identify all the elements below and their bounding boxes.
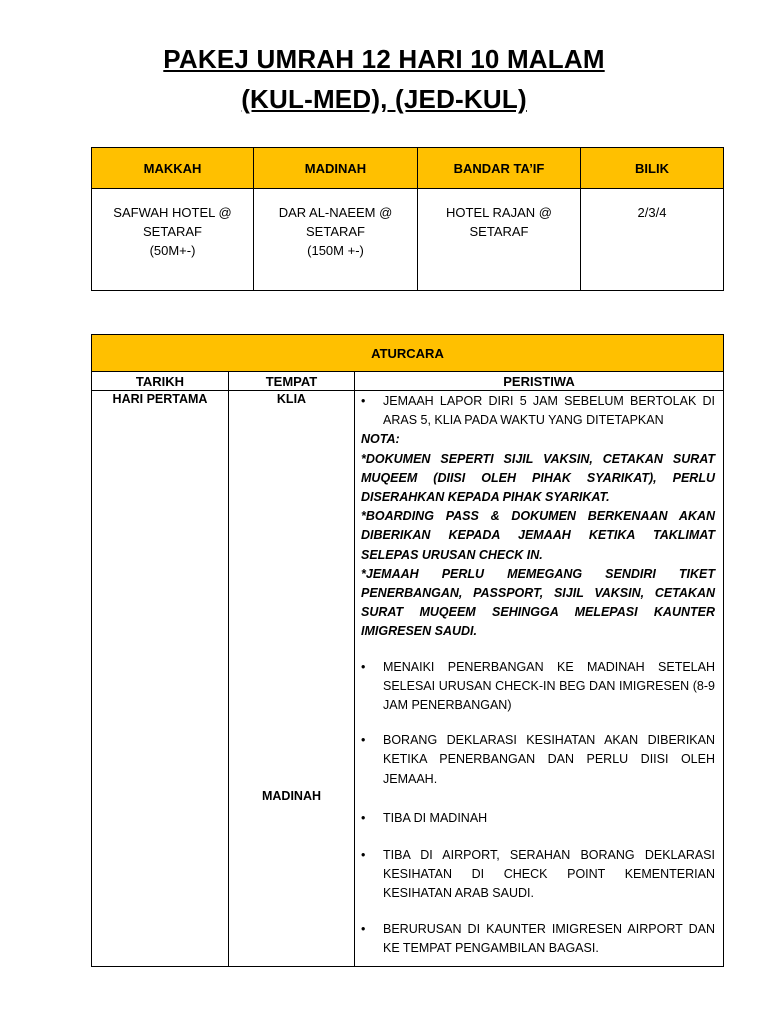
column-peristiwa: PERISTIWA <box>355 372 724 391</box>
cell-line: (150M +-) <box>307 243 364 258</box>
note-text: *BOARDING PASS & DOKUMEN BERKENAAN AKAN DIBERIKAN KEPADA JEMAAH KETIKA TAKLIMAT SELEPAS URUSAN CHECK IN. <box>361 509 715 562</box>
bullet-icon: • <box>361 733 366 748</box>
page-subtitle: (KUL-MED), (JED-KUL) <box>241 84 527 114</box>
header-madinah: MADINAH <box>254 148 418 189</box>
cell-bilik <box>581 189 724 291</box>
header-bilik: BILIK <box>581 148 724 189</box>
place-cell <box>229 391 355 967</box>
event-text: TIBA DI AIRPORT, SERAHAN BORANG DEKLARASI KESIHATAN DI CHECK POINT KEMENTERIAN KESIHATAN ARAB SAUDI. <box>383 848 715 901</box>
event-text: MENAIKI PENERBANGAN KE MADINAH SETELAH SELESAI URUSAN CHECK-IN BEG DAN IMIGRESEN (8-9 JAM PENERBANGAN) <box>383 659 715 713</box>
cell-madinah <box>254 189 418 291</box>
event-text: BERURUSAN DI KAUNTER IMIGRESEN AIRPORT DAN KE TEMPAT PENGAMBILAN BAGASI. <box>383 921 715 955</box>
place-madinah: MADINAH <box>261 789 322 803</box>
bullet-icon: • <box>361 659 366 674</box>
cell-makkah <box>92 189 254 291</box>
bullet-icon: • <box>361 848 366 863</box>
event-item <box>361 809 715 828</box>
schedule-heading: ATURCARA <box>92 335 724 372</box>
event-item <box>361 658 715 716</box>
column-tempat: TEMPAT <box>229 372 355 391</box>
column-tarikh: TARIKH <box>92 372 229 391</box>
note-text: *DOKUMEN SEPERTI SIJIL VAKSIN, CETAKAN SURAT MUQEEM (DIISI OLEH PIHAK SYARIKAT), PERLU DISERAHKAN KEPADA PIHAK SYARIKAT. <box>361 451 715 505</box>
nota-label: NOTA: <box>361 432 400 447</box>
event-text: BORANG DEKLARASI KESIHATAN AKAN DIBERIKAN KETIKA PENERBANGAN DAN PERLU DIISI OLEH JEMAAH. <box>383 733 715 786</box>
place-klia: KLIA <box>276 392 307 406</box>
event-item <box>361 920 715 958</box>
bullet-icon: • <box>361 921 366 936</box>
cell-line: SAFWAH HOTEL @ <box>113 205 232 220</box>
day-cell <box>92 391 229 967</box>
header-taif: BANDAR TA’IF <box>418 148 581 189</box>
cell-line: 2/3/4 <box>637 205 667 220</box>
event-item <box>361 846 715 904</box>
header-makkah: MAKKAH <box>92 148 254 189</box>
bullet-icon: • <box>361 810 366 825</box>
event-text: TIBA DI MADINAH <box>383 810 488 825</box>
events-cell <box>355 391 724 967</box>
cell-line: SETARAF <box>143 224 202 239</box>
event-item <box>361 392 715 430</box>
cell-line: (50M+-) <box>149 243 196 258</box>
hotel-table <box>91 147 724 291</box>
schedule-table <box>91 334 724 967</box>
day-label: HARI PERTAMA <box>112 392 208 406</box>
cell-line: DAR AL-NAEEM @ <box>278 205 393 220</box>
bullet-icon: • <box>361 394 366 408</box>
cell-line: HOTEL RAJAN @ <box>446 205 552 220</box>
page-title: PAKEJ UMRAH 12 HARI 10 MALAM <box>163 44 605 74</box>
note-text: *JEMAAH PERLU MEMEGANG SENDIRI TIKET PENERBANGAN, PASSPORT, SIJIL VAKSIN, CETAKAN SURAT MUQEEM SEHINGGA MELEPASI KAUNTER IMIGRESEN SAUDI. <box>361 566 715 639</box>
cell-taif <box>418 189 581 291</box>
event-item <box>361 731 715 789</box>
cell-line: SETARAF <box>306 224 365 239</box>
cell-line: SETARAF <box>469 224 529 239</box>
event-text: JEMAAH LAPOR DIRI 5 JAM SEBELUM BERTOLAK DI ARAS 5, KLIA PADA WAKTU YANG DITETAPKAN <box>383 394 715 428</box>
